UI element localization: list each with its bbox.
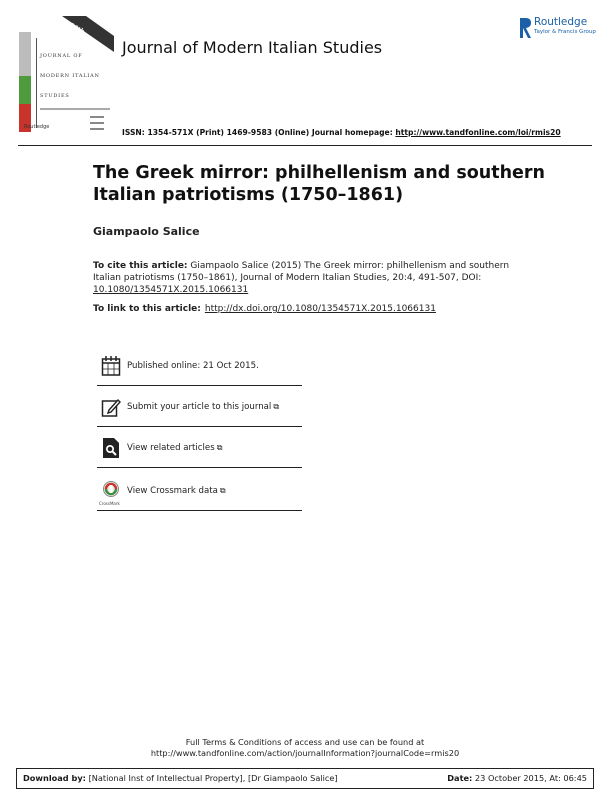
related-articles-row[interactable]: [97, 427, 302, 468]
external-link-icon: ⧉: [273, 402, 280, 411]
cover-meta: [90, 116, 104, 134]
citation-text: Giampaolo Salice (2015) The Greek mirror: philhellenism and southern Italian patriotisms (1750–1861), Journal of Modern Italian Studies, 20:4, 491-507, DOI:: [93, 261, 510, 283]
download-date-label: Date:: [447, 773, 473, 783]
crossmark-link[interactable]: [127, 486, 226, 496]
cover-green-bar: [19, 76, 31, 104]
cover-title-line-2: MODERN ITALIAN: [40, 73, 100, 79]
cover-title: [40, 46, 100, 106]
published-online-row: [97, 345, 302, 386]
edit-icon: [101, 396, 121, 418]
publisher-logo: [518, 14, 608, 44]
submit-article-link[interactable]: [127, 402, 279, 412]
download-info-box: [16, 768, 594, 789]
related-articles-label: View related articles: [127, 443, 215, 453]
external-link-icon: ⧉: [216, 443, 223, 452]
cover-title-line-3: STUDIES: [40, 93, 70, 99]
external-link-icon: ⧉: [219, 486, 226, 495]
cover-ribbon-text: 20th anniversary: [65, 22, 104, 53]
routledge-r-icon: [518, 16, 532, 40]
download-date-value: 23 October 2015, At: 06:45: [472, 773, 587, 783]
journal-homepage-link[interactable]: http://www.tandfonline.com/loi/rmis20: [395, 128, 561, 137]
cover-vertical-line: [36, 38, 37, 128]
terms-url[interactable]: http://www.tandfonline.com/action/journalInformation?journalCode=rmis20: [150, 748, 460, 758]
citation-label: To cite this article:: [93, 261, 188, 271]
terms-block: [0, 737, 610, 759]
download-by-label: Download by:: [23, 773, 86, 783]
journal-title: Journal of Modern Italian Studies: [122, 38, 383, 57]
cover-small-text: [40, 108, 110, 110]
download-by-value: [National Inst of Intellectual Property], [Dr Giampaolo Salice]: [85, 773, 338, 783]
article-title: The Greek mirror: philhellenism and southern Italian patriotisms (1750–1861): [93, 163, 546, 205]
crossmark-row[interactable]: [97, 470, 302, 511]
document-search-icon: [101, 437, 121, 459]
article-author: Giampaolo Salice: [93, 225, 200, 238]
cover-title-line-1: JOURNAL OF: [40, 53, 83, 59]
download-date: [447, 773, 587, 783]
citation-doi-link[interactable]: 10.1080/1354571X.2015.1066131: [93, 285, 249, 295]
article-link-block: [93, 304, 436, 314]
header-divider: [18, 145, 592, 146]
publisher-name: Routledge: [534, 16, 588, 28]
issn-text: ISSN: 1354-571X (Print) 1469-9583 (Online) Journal homepage:: [122, 128, 396, 137]
article-link-label: To link to this article:: [93, 304, 201, 314]
submit-article-label: Submit your article to this journal: [127, 402, 272, 412]
crossmark-icon-label: CrossMark: [99, 501, 120, 506]
download-by: [23, 773, 338, 783]
related-articles-link[interactable]: [127, 443, 222, 453]
crossmark-icon: [101, 480, 121, 502]
issn-line: [122, 128, 561, 137]
terms-line-1: Full Terms & Conditions of access and use can be found at: [185, 737, 425, 747]
calendar-icon: [101, 355, 121, 377]
article-doi-url[interactable]: http://dx.doi.org/10.1080/1354571X.2015.1066131: [204, 304, 436, 314]
citation-block: [93, 260, 513, 296]
cover-publisher-logo: Routledge: [24, 124, 50, 130]
publisher-subtitle: Taylor & Francis Group: [534, 29, 596, 35]
crossmark-label: View Crossmark data: [127, 486, 218, 496]
journal-cover-thumbnail: [18, 16, 114, 140]
cover-gray-bar: [19, 32, 31, 76]
published-online-text: Published online: 21 Oct 2015.: [127, 361, 259, 371]
submit-article-row[interactable]: [97, 386, 302, 427]
